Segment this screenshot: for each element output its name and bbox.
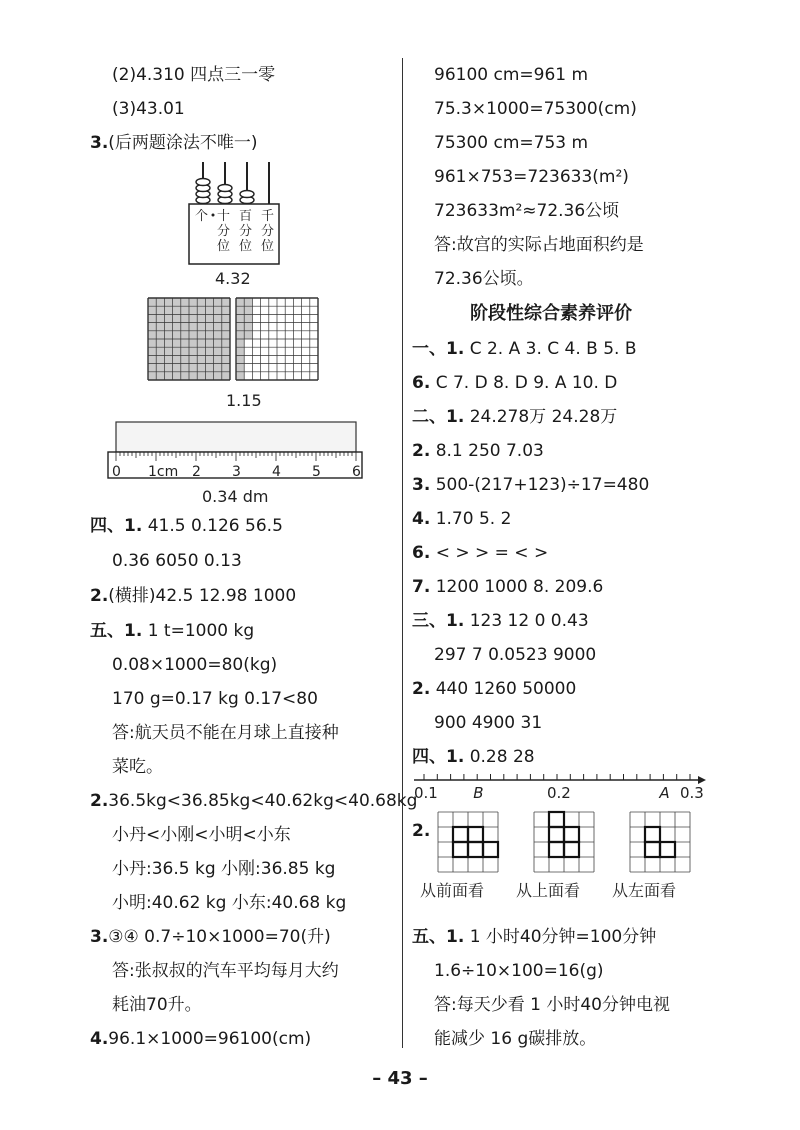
- abacus-caption: 4.32: [215, 269, 251, 288]
- left-line: [112, 858, 335, 880]
- item-number: 三、1.: [412, 611, 465, 631]
- item-number: 一、1.: [412, 339, 465, 359]
- item-number: 3.: [90, 927, 109, 947]
- abacus-col-thousandths: 千分位: [261, 209, 275, 254]
- abacus-rods: [203, 162, 269, 204]
- line-text: 8.1 250 7.03: [430, 441, 544, 461]
- line-text: 小丹<小刚<小明<小东: [112, 825, 291, 845]
- abacus-col-ones: 个: [195, 209, 209, 224]
- ruler-tick-label: 3: [232, 464, 241, 480]
- line-text: 297 7 0.0523 9000: [434, 645, 597, 665]
- left-line: [90, 620, 254, 642]
- ruler-tick-label: 0: [112, 464, 121, 480]
- right-line: [434, 132, 588, 154]
- line-text: 答:每天少看 1 小时40分钟电视: [434, 995, 670, 1015]
- abacus-figure: [185, 160, 285, 290]
- right-line: [412, 926, 656, 948]
- measured-strip: [116, 422, 356, 452]
- right-line: [412, 372, 617, 394]
- line-text: 723633m²≈72.36公顷: [434, 201, 620, 221]
- view-grid: [534, 812, 594, 872]
- left-line: [112, 98, 185, 120]
- right-line: [434, 644, 596, 666]
- ruler-figure: [106, 418, 366, 510]
- line-text: 24.278万 24.28万: [464, 407, 618, 427]
- right-line: [434, 200, 619, 222]
- left-line: [112, 654, 277, 676]
- left-line: [112, 64, 275, 86]
- page-number: – 43 –: [372, 1068, 428, 1089]
- right-line: [412, 746, 535, 768]
- item-number: 6.: [412, 373, 431, 393]
- left-line: [90, 1028, 311, 1050]
- left-line: [112, 756, 163, 778]
- line-text: 36.5kg<36.85kg<40.62kg<40.68kg: [108, 791, 418, 811]
- right-line: [412, 678, 576, 700]
- item-number: 五、1.: [412, 927, 465, 947]
- line-text: C 7. D 8. D 9. A 10. D: [430, 373, 618, 393]
- line-text: 75300 cm=753 m: [434, 133, 589, 153]
- line-text: (横排)42.5 12.98 1000: [108, 586, 297, 606]
- line-text: 0.36 6050 0.13: [112, 551, 242, 571]
- ruler-tick-label: 2: [192, 464, 201, 480]
- line-text: 耗油70升。: [112, 995, 202, 1015]
- line-text: (2)4.310 四点三一零: [112, 65, 276, 85]
- right-line: [434, 994, 670, 1016]
- line-text: 1.6÷10×100=16(g): [434, 961, 604, 981]
- right-line: [434, 960, 604, 982]
- left-line: [90, 585, 296, 607]
- right-line: [434, 234, 644, 256]
- right-line: [434, 166, 629, 188]
- right-line: [434, 268, 534, 290]
- line-text: 75.3×1000=75300(cm): [434, 99, 637, 119]
- right-line: [434, 1028, 596, 1050]
- item-number: 四、1.: [412, 747, 465, 767]
- item-number: 2.: [90, 791, 109, 811]
- line-text: 96100 cm=961 m: [434, 65, 589, 85]
- right-line: [434, 98, 637, 120]
- left-line: [112, 994, 202, 1016]
- item-number: 3.: [412, 475, 431, 495]
- right-line: [412, 542, 548, 564]
- item-number: 四、1.: [90, 516, 143, 536]
- right-line: [412, 610, 589, 632]
- line-text: 能减少 16 g碳排放。: [434, 1029, 597, 1049]
- line-text: 170 g=0.17 kg 0.17<80: [112, 689, 318, 709]
- number-line-label: 0.2: [547, 784, 571, 802]
- number-line-figure: [410, 766, 710, 806]
- line-text: 440 1260 50000: [430, 679, 577, 699]
- right-line: [434, 64, 588, 86]
- right-line: [470, 303, 632, 325]
- right-line: [412, 508, 511, 530]
- line-text: 阶段性综合素养评价: [470, 303, 632, 324]
- right-line: [412, 338, 637, 360]
- hundred-grids-figure: [140, 296, 340, 411]
- left-line: [112, 824, 291, 846]
- item-number: 4.: [90, 1029, 109, 1049]
- item-number: 二、1.: [412, 407, 465, 427]
- line-text: (后两题涂法不唯一): [108, 133, 258, 153]
- left-line: [112, 960, 339, 982]
- right-line: [412, 406, 617, 428]
- right-line: [412, 820, 430, 842]
- line-text: 1200 1000 8. 209.6: [430, 577, 604, 597]
- number-line-label: A: [659, 784, 670, 802]
- line-text: 500-(217+123)÷17=480: [430, 475, 650, 495]
- item-number: 2.: [90, 586, 109, 606]
- left-line: [90, 790, 417, 812]
- ruler-caption: 0.34 dm: [202, 487, 269, 506]
- line-text: 96.1×1000=96100(cm): [108, 1029, 312, 1049]
- line-text: 961×753=723633(m²): [434, 167, 629, 187]
- item-number: 2.: [412, 821, 431, 841]
- number-line-label: 0.1: [414, 784, 438, 802]
- right-line: [412, 440, 544, 462]
- view-grid: [438, 812, 498, 872]
- left-line: [112, 550, 242, 572]
- ruler-tick-label: 6: [352, 464, 361, 480]
- line-text: C 2. A 3. C 4. B 5. B: [464, 339, 637, 359]
- left-line: [112, 892, 346, 914]
- line-text: (3)43.01: [112, 99, 185, 119]
- line-text: 答:航天员不能在月球上直接种: [112, 723, 339, 743]
- line-text: ③④ 0.7÷10×1000=70(升): [108, 927, 331, 947]
- line-text: 900 4900 31: [434, 713, 543, 733]
- left-line: [90, 132, 258, 154]
- line-text: 0.08×1000=80(kg): [112, 655, 278, 675]
- line-text: 小丹:36.5 kg 小刚:36.85 kg: [112, 859, 336, 879]
- line-text: 1 t=1000 kg: [142, 621, 255, 641]
- ruler-tick-label: 5: [312, 464, 321, 480]
- abacus-col-hundredths: 百分位: [239, 209, 253, 254]
- view-label: 从左面看: [612, 881, 677, 900]
- line-text: 小明:40.62 kg 小东:40.68 kg: [112, 893, 347, 913]
- line-text: 答:张叔叔的汽车平均每月大约: [112, 961, 339, 981]
- right-line: [434, 712, 542, 734]
- view-label: 从上面看: [516, 881, 581, 900]
- number-line-label: B: [473, 784, 484, 802]
- view-label: 从前面看: [420, 881, 485, 900]
- abacus-col-tenths: 十分位: [217, 209, 231, 254]
- right-line: [412, 576, 603, 598]
- hundred-grid: [236, 298, 318, 380]
- item-number: 6.: [412, 543, 431, 563]
- item-number: 7.: [412, 577, 431, 597]
- three-views-figure: [420, 808, 710, 908]
- grid-caption: 1.15: [226, 391, 262, 410]
- right-line: [412, 474, 649, 496]
- line-text: 72.36公顷。: [434, 269, 534, 289]
- left-line: [90, 926, 331, 948]
- line-text: 41.5 0.126 56.5: [142, 516, 283, 536]
- hundred-grid: [148, 298, 230, 380]
- item-number: 2.: [412, 441, 431, 461]
- item-number: 五、1.: [90, 621, 143, 641]
- item-number: 2.: [412, 679, 431, 699]
- line-text: 答:故宫的实际占地面积约是: [434, 235, 644, 255]
- column-divider: [402, 58, 403, 1048]
- line-text: 菜吃。: [112, 757, 163, 777]
- left-line: [112, 688, 318, 710]
- item-number: 3.: [90, 133, 109, 153]
- left-line: [90, 515, 283, 537]
- view-grid: [630, 812, 690, 872]
- line-text: < > > = < >: [430, 543, 549, 563]
- line-text: 0.28 28: [464, 747, 535, 767]
- item-number: 4.: [412, 509, 431, 529]
- left-line: [112, 722, 339, 744]
- number-line-label: 0.3: [680, 784, 704, 802]
- ruler-tick-label: 1cm: [148, 464, 179, 480]
- ruler-tick-label: 4: [272, 464, 281, 480]
- line-text: 1 小时40分钟=100分钟: [464, 927, 657, 947]
- line-text: 1.70 5. 2: [430, 509, 512, 529]
- line-text: 123 12 0 0.43: [464, 611, 589, 631]
